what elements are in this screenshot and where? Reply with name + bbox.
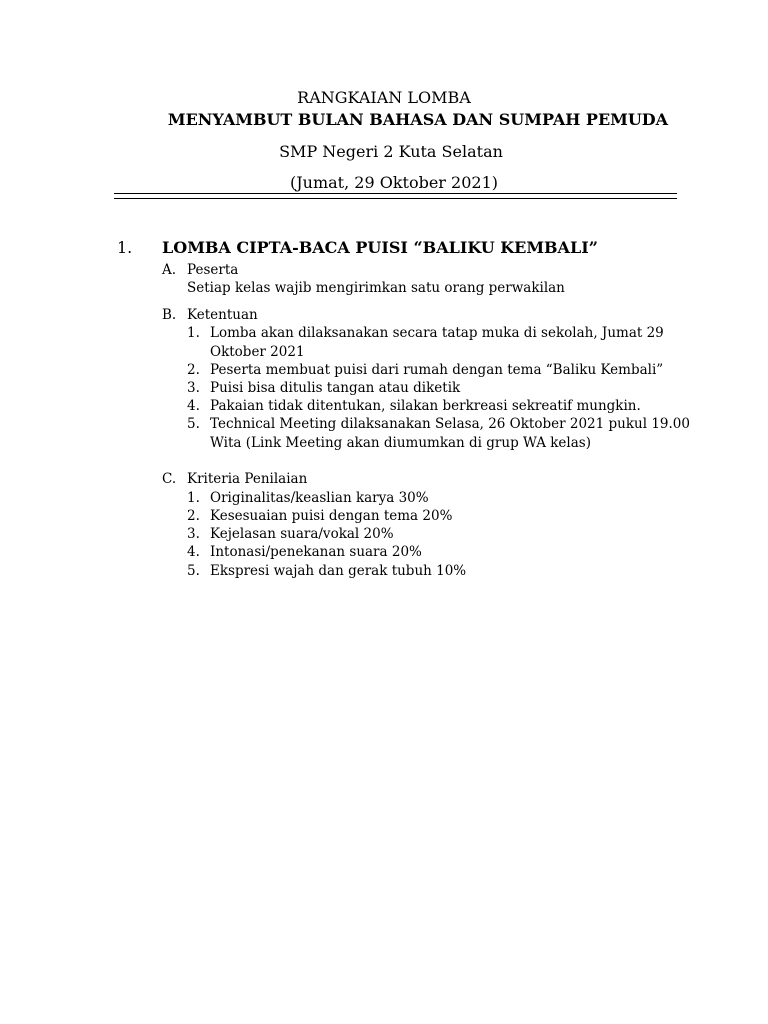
rule-item-text: Technical Meeting dilaksanakan Selasa, 26 Oktober 2021 pukul 19.00: [210, 416, 690, 432]
school-name: SMP Negeri 2 Kuta Selatan: [279, 142, 503, 161]
subsection-a-text: Setiap kelas wajib mengirimkan satu orang perwakilan: [187, 280, 565, 296]
rule-item-number: 5.: [187, 416, 200, 432]
rule-item-number: 3.: [187, 380, 200, 396]
rule-item-text-cont: Wita (Link Meeting akan diumumkan di grup WA kelas): [210, 435, 591, 451]
rule-item-number: 1.: [187, 325, 200, 341]
subsection-b-letter: B.: [162, 307, 177, 323]
rule-item-number: 4.: [187, 398, 200, 414]
subsection-c-label: Kriteria Penilaian: [187, 471, 308, 487]
section-number: 1.: [117, 238, 133, 257]
criteria-item-number: 2.: [187, 508, 200, 524]
section-title: LOMBA CIPTA-BACA PUISI “BALIKU KEMBALI”: [162, 238, 598, 257]
criteria-item-text: Ekspresi wajah dan gerak tubuh 10%: [210, 563, 467, 579]
rule-item-text: Pakaian tidak ditentukan, silakan berkreasi sekreatif mungkin.: [210, 398, 641, 414]
criteria-item-number: 4.: [187, 544, 200, 560]
criteria-item-text: Kesesuaian puisi dengan tema 20%: [210, 508, 453, 524]
criteria-item-text: Intonasi/penekanan suara 20%: [210, 544, 422, 560]
criteria-item-text: Originalitas/keaslian karya 30%: [210, 490, 429, 506]
rule-item-text-cont: Oktober 2021: [210, 344, 305, 360]
subsection-a-letter: A.: [162, 262, 177, 278]
criteria-item-number: 1.: [187, 490, 200, 506]
criteria-item-text: Kejelasan suara/vokal 20%: [210, 526, 394, 542]
subsection-c-letter: C.: [162, 471, 177, 487]
criteria-item-number: 3.: [187, 526, 200, 542]
event-date: (Jumat, 29 Oktober 2021): [290, 173, 498, 192]
criteria-item-number: 5.: [187, 563, 200, 579]
event-occasion-title: MENYAMBUT BULAN BAHASA DAN SUMPAH PEMUDA: [167, 110, 669, 129]
subsection-a-label: Peserta: [187, 262, 239, 278]
rule-item-text: Puisi bisa ditulis tangan atau diketik: [210, 380, 461, 396]
header-double-rule: [114, 193, 677, 199]
subsection-b-label: Ketentuan: [187, 307, 258, 323]
rule-item-number: 2.: [187, 362, 200, 378]
event-series-title: RANGKAIAN LOMBA: [297, 88, 471, 107]
rule-item-text: Lomba akan dilaksanakan secara tatap muka di sekolah, Jumat 29: [210, 325, 664, 341]
rule-item-text: Peserta membuat puisi dari rumah dengan tema “Baliku Kembali”: [210, 362, 664, 378]
